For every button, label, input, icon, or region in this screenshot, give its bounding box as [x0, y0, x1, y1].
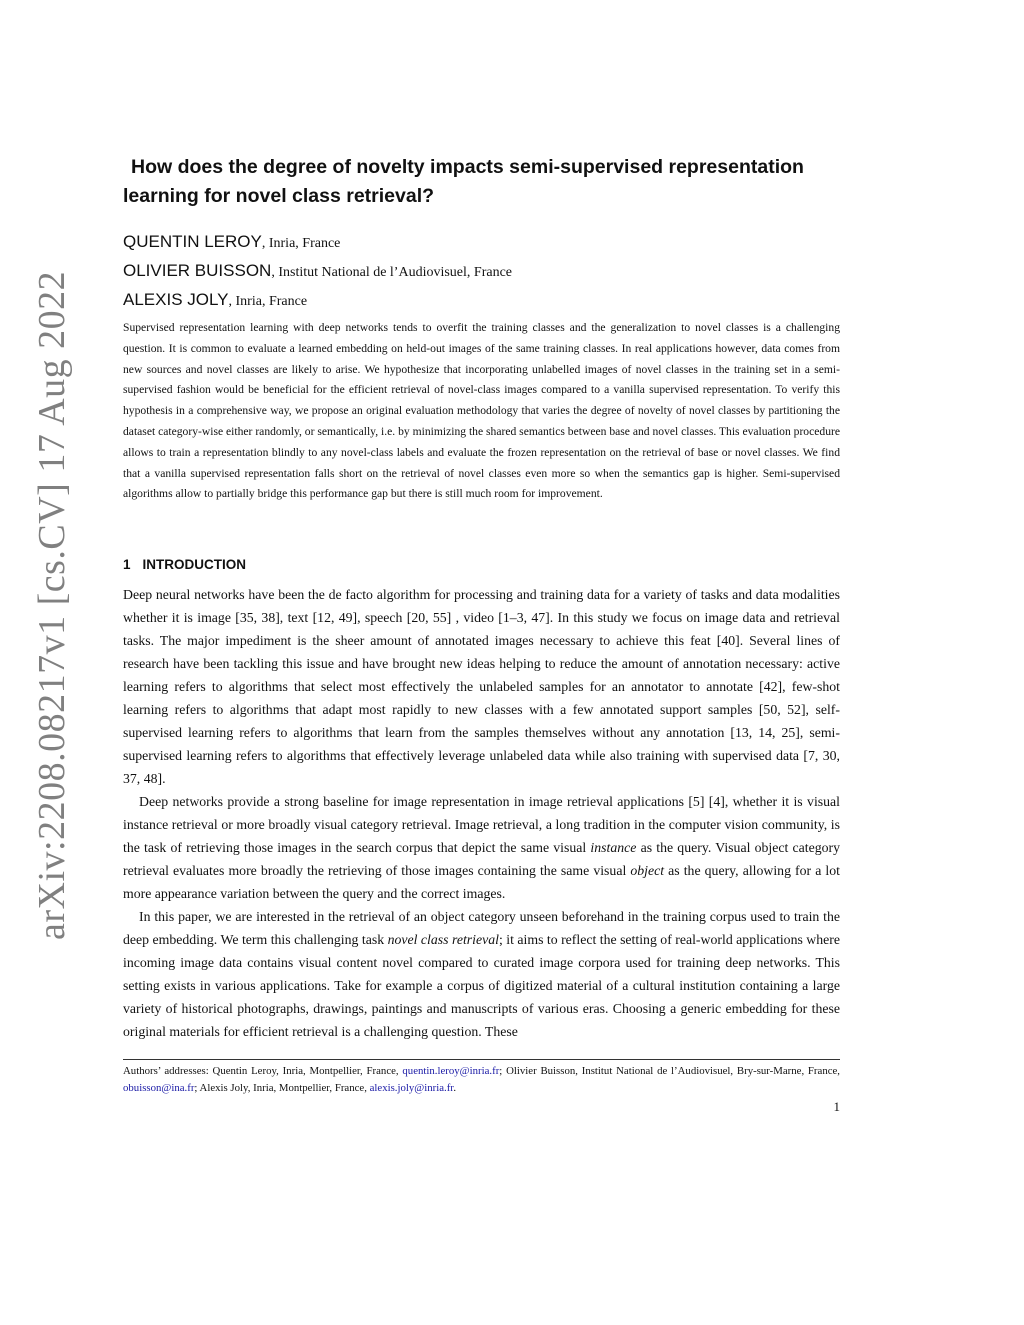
section-title: INTRODUCTION [142, 557, 247, 572]
emphasis-text: novel class retrieval [387, 932, 499, 947]
emphasis-text: instance [590, 840, 637, 855]
text-run: as the query. Visual object category retrieval evaluates more broadly the retrieving of those images containing the same visual [123, 840, 840, 878]
paragraph [123, 790, 840, 905]
arxiv-identifier-stamp: arXiv:2208.08217v1 [cs.CV] 17 Aug 2022 [31, 270, 73, 940]
author-entry [123, 228, 840, 257]
author-name: OLIVIER BUISSON [123, 261, 272, 280]
author-entry [123, 286, 840, 315]
emphasis-text: object [630, 863, 665, 878]
text-run: as the query, allowing for a lot more appearance variation between the query and the correct images. [123, 863, 840, 901]
text-run: In this paper, we are interested in the retrieval of an object category unseen beforehand in the training corpus used to train the deep embedding. We term this challenging task [123, 909, 840, 947]
text-run: . [453, 1082, 457, 1094]
email-link[interactable]: obuisson@ina.fr [123, 1082, 195, 1094]
introduction-body [123, 583, 840, 1043]
paragraph: Deep neural networks have been the de facto algorithm for processing and training data for a variety of tasks and data modalities whether it is image [35, 38], text [12, 49], speech [20, 55] , video [1–3, 47]. In this study we focus on image data and retrieval tasks. The major impediment is the sheer amount of annotated images necessary to achieve this feat [40]. Several lines of research have been tackling this issue and have brought new ideas helping to reduce the amount of annotation necessary: active learning refers to algorithms that select most effectively the unlabeled samples for an annotator to annotate [42], few-shot learning refers to algorithms that adapt most rapidly to new classes with a few annotated support samples [50, 52], self-supervised learning refers to algorithms that learn from the samples themselves without any annotation [13, 14, 25], semi-supervised learning refers to algorithms that effectively leverage unlabeled data while also training with supervised data [7, 30, 37, 48]. [123, 587, 840, 786]
author-name: QUENTIN LEROY [123, 232, 262, 251]
section-number: 1 [123, 557, 131, 572]
author-entry [123, 257, 840, 286]
email-link[interactable]: alexis.joly@inria.fr [369, 1082, 454, 1094]
author-affiliation: , Inria, France [261, 236, 341, 251]
author-addresses-footnote [123, 1063, 840, 1097]
text-run: ; it aims to reflect the setting of real-world applications where incoming image data contains visual content novel compared to curated image corpora used for training deep networks. This setting exists in various applications. Take for example a corpus of digitized material of a cultural institution containing a large variety of historical photographs, drawings, paintings and manuscripts of various eras. Choosing a generic embedding for these original materials for efficient retrieval is a challenging question. These [123, 932, 840, 1039]
author-list [123, 228, 840, 315]
author-affiliation: , Inria, France [228, 294, 308, 309]
text-run: ; Alexis Joly, Inria, Montpellier, France, [194, 1082, 370, 1094]
text-run: ; Olivier Buisson, Institut National de l’Audiovisuel, Bry-sur-Marne, France, [499, 1065, 841, 1077]
text-run: Authors’ addresses: Quentin Leroy, Inria, Montpellier, France, [123, 1065, 403, 1077]
abstract: Supervised representation learning with deep networks tends to overfit the training classes and the generalization to novel classes is a challenging question. It is common to evaluate a learned embedding on held-out images of the same training classes. In real applications however, data comes from new sources and novel classes are likely to arise. We hypothesize that incorporating unlabelled images of novel classes in the training set in a semi-supervised fashion would be beneficial for the efficient retrieval of novel-class images compared to a vanilla supervised representation. To verify this hypothesis in a comprehensive way, we propose an original evaluation methodology that varies the degree of novelty of novel classes by partitioning the dataset category-wise either randomly, or semantically, i.e. by minimizing the shared semantics between base and novel classes. This evaluation procedure allows to train a representation blindly to any novel-class labels and evaluate the frozen representation on the retrieval of base or novel classes. We find that a vanilla supervised representation falls short on the retrieval of novel classes even more so when the semantics gap is higher. Semi-supervised algorithms allow to partially bridge this performance gap but there is still much room for improvement. [123, 321, 840, 501]
section-heading-introduction [123, 557, 840, 572]
paper-title: How does the degree of novelty impacts semi-supervised representation learning for novel class retrieval? [123, 156, 804, 207]
footnote-divider [123, 1059, 840, 1060]
author-affiliation: , Institut National de l’Audiovisuel, France [271, 265, 513, 280]
email-link[interactable]: quentin.leroy@inria.fr [402, 1065, 500, 1077]
author-name: ALEXIS JOLY [123, 290, 229, 309]
paragraph [123, 905, 840, 1043]
text-run: Deep networks provide a strong baseline for image representation in image retrieval applications [5] [4], whether it is visual instance retrieval or more broadly visual category retrieval. Image retrieval, a long tradition in the computer vision community, is the task of retrieving those images in the search corpus that depict the same visual [123, 794, 840, 855]
page-number: 1 [833, 1099, 840, 1114]
